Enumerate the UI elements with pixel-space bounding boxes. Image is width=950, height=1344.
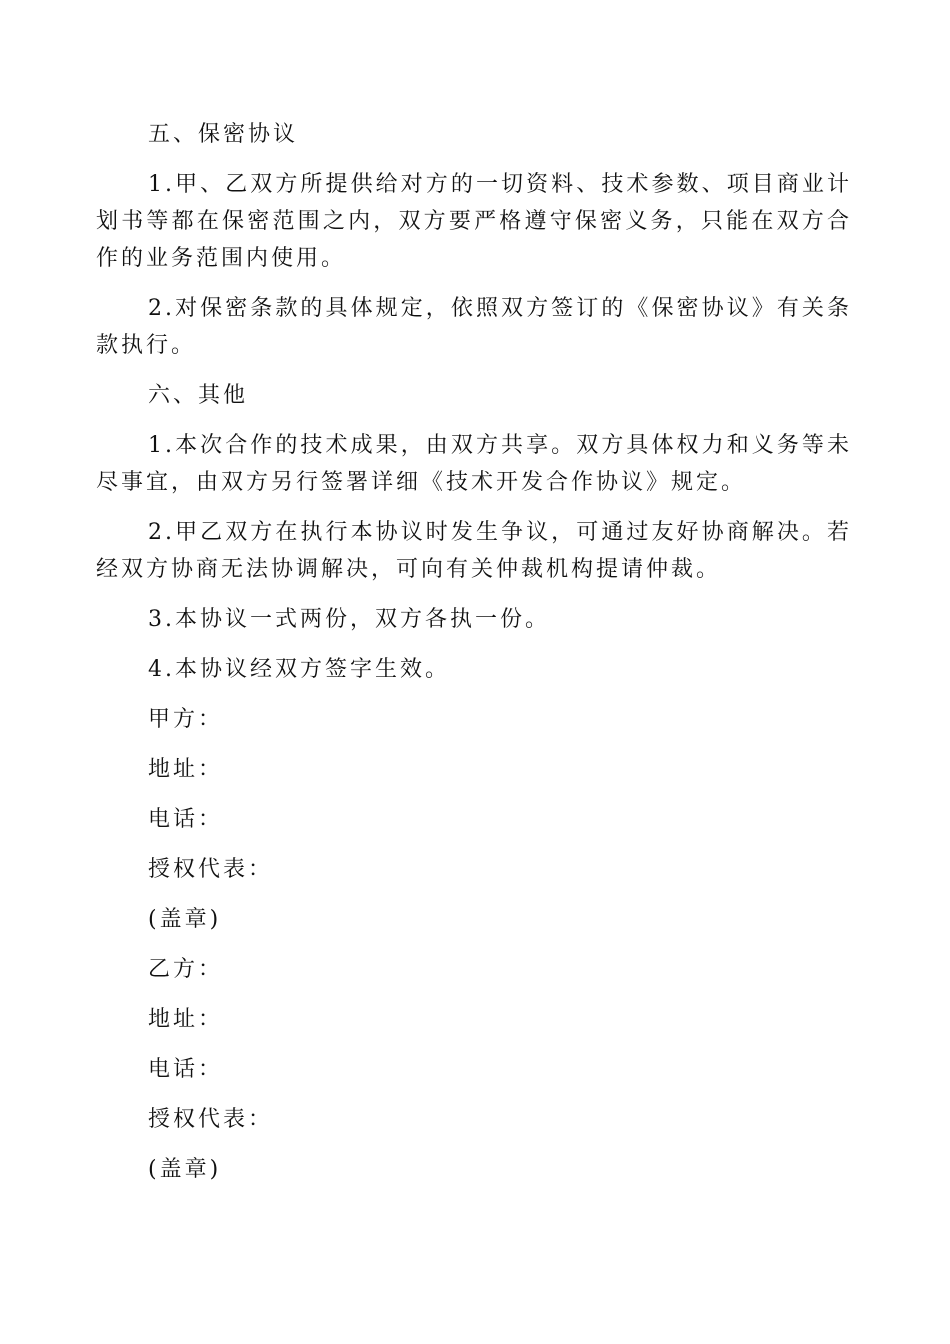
other-clause-1: 1.本次合作的技术成果，由双方共享。双方具体权力和义务等未尽事宜，由双方另行签署详细《技术开发合作协议》规定。 bbox=[96, 433, 852, 495]
party-b-representative-label: 授权代表： bbox=[148, 1107, 274, 1132]
section-heading-confidentiality: 五、保密协议 bbox=[148, 122, 299, 147]
party-b-address-label: 地址： bbox=[148, 1007, 224, 1032]
section-heading-other: 六、其他 bbox=[148, 383, 249, 408]
party-b-seal-label: (盖章) bbox=[148, 1157, 222, 1182]
other-clause-3: 3.本协议一式两份，双方各执一份。 bbox=[148, 607, 550, 632]
party-a-address-label: 地址： bbox=[148, 757, 224, 782]
confidentiality-clause-2: 2.对保密条款的具体规定，依照双方签订的《保密协议》有关条款执行。 bbox=[96, 296, 852, 358]
party-b-name-label: 乙方： bbox=[148, 957, 224, 982]
confidentiality-clause-1: 1.甲、乙双方所提供给对方的一切资料、技术参数、项目商业计划书等都在保密范围之内，双方要严格遵守保密义务，只能在双方合作的业务范围内使用。 bbox=[96, 172, 852, 271]
party-a-seal-label: (盖章) bbox=[148, 907, 222, 932]
party-b-phone-label: 电话： bbox=[148, 1057, 224, 1082]
party-a-phone-label: 电话： bbox=[148, 807, 224, 832]
other-clause-2: 2.甲乙双方在执行本协议时发生争议，可通过友好协商解决。若经双方协商无法协调解决，可向有关仲裁机构提请仲裁。 bbox=[96, 520, 852, 582]
party-a-representative-label: 授权代表： bbox=[148, 857, 274, 882]
party-a-name-label: 甲方： bbox=[148, 707, 224, 732]
document-body bbox=[96, 116, 852, 1201]
other-clause-4: 4.本协议经双方签字生效。 bbox=[148, 657, 450, 682]
